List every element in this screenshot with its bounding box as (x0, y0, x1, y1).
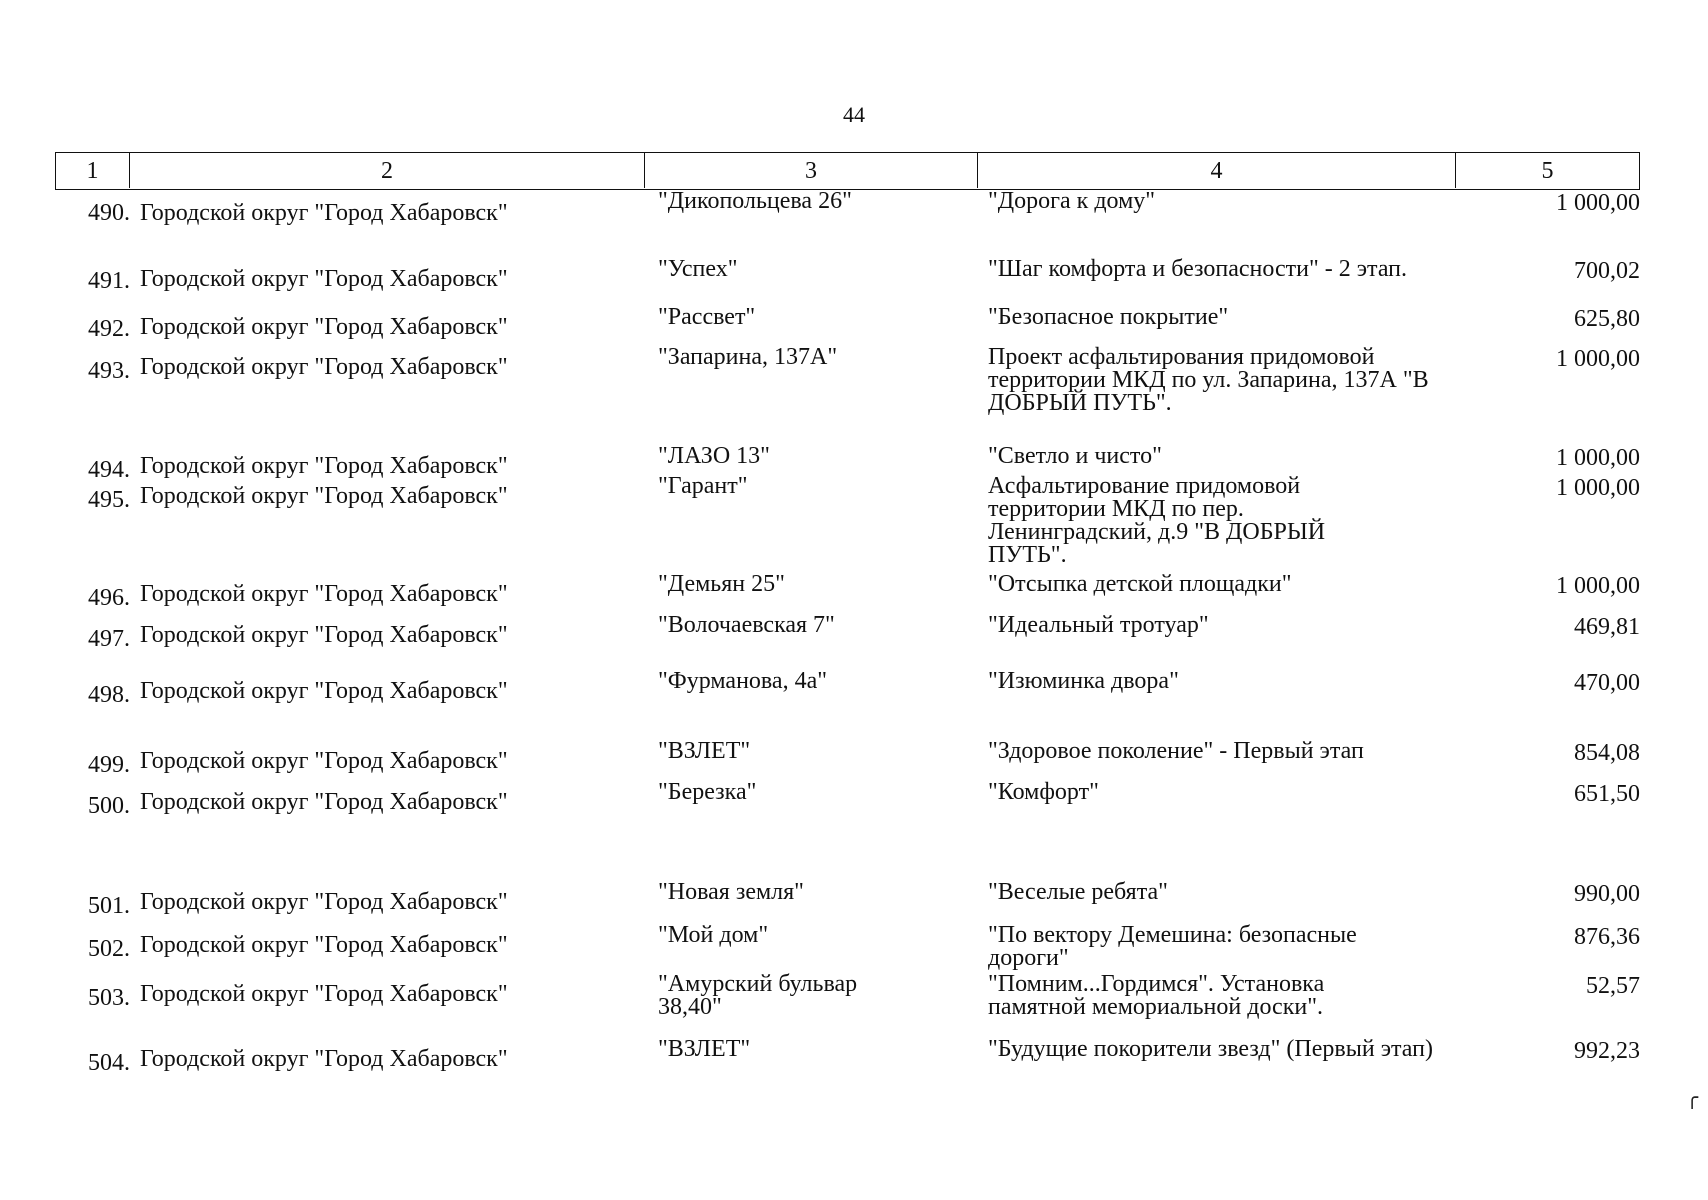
municipality: Городской округ "Город Хабаровск" (140, 1046, 508, 1072)
municipality: Городской округ "Город Хабаровск" (140, 200, 508, 226)
municipality: Городской округ "Город Хабаровск" (140, 789, 508, 815)
row-number: 504. (88, 1050, 130, 1076)
project-name: "По вектору Демешина: безопасные дороги" (988, 922, 1357, 971)
project-name: "Здоровое поколение" - Первый этап (988, 738, 1364, 764)
amount: 1 000,00 (1556, 346, 1640, 372)
municipality: Городской округ "Город Хабаровск" (140, 314, 508, 340)
row-number: 499. (88, 752, 130, 778)
header-col-5: 5 (1541, 158, 1554, 184)
project-name: "Помним...Гордимся". Установка памятной мемориальной доски". (988, 971, 1325, 1020)
project-name: "Безопасное покрытие" (988, 304, 1229, 330)
amount: 651,50 (1574, 781, 1640, 807)
header-col-4: 4 (978, 153, 1456, 188)
municipality: Городской округ "Город Хабаровск" (140, 678, 508, 704)
municipality: Городской округ "Город Хабаровск" (140, 981, 508, 1007)
project-name: "Светло и чисто" (988, 443, 1162, 469)
municipality: Городской округ "Город Хабаровск" (140, 354, 508, 380)
header-col-1: 1 (56, 153, 130, 188)
municipality: Городской округ "Город Хабаровск" (140, 932, 508, 958)
row-number: 492. (88, 316, 130, 342)
tos-name: "ВЗЛЕТ" (658, 1036, 751, 1062)
tos-name: "Амурский бульвар 38,40" (658, 971, 858, 1020)
amount: 992,23 (1574, 1038, 1640, 1064)
tos-name: "Волочаевская 7" (658, 612, 835, 638)
table-header (55, 152, 1640, 190)
row-number: 501. (88, 893, 130, 919)
amount: 1 000,00 (1556, 573, 1640, 599)
row-number: 503. (88, 985, 130, 1011)
tos-name: "ЛАЗО 13" (658, 443, 770, 469)
tos-name: "Успех" (658, 256, 738, 282)
tos-name: "Гарант" (658, 473, 748, 499)
row-number: 500. (88, 793, 130, 819)
row-number: 498. (88, 682, 130, 708)
project-name: "Веселые ребята" (988, 879, 1168, 905)
row-number: 491. (88, 268, 130, 294)
tos-name: "Демьян 25" (658, 571, 785, 597)
municipality: Городской округ "Город Хабаровск" (140, 266, 508, 292)
amount: 876,36 (1574, 924, 1640, 950)
amount: 469,81 (1574, 614, 1640, 640)
project-name: "Идеальный тротуар" (988, 612, 1209, 638)
row-number: 497. (88, 626, 130, 652)
project-name: "Будущие покорители звезд" (Первый этап) (988, 1036, 1433, 1062)
row-number: 496. (88, 585, 130, 611)
tos-name: "Березка" (658, 779, 757, 805)
municipality: Городской округ "Город Хабаровск" (140, 483, 508, 509)
row-number: 502. (88, 936, 130, 962)
page-number: 44 (843, 102, 865, 127)
project-name: Проект асфальтирования придомовой территории МКД по ул. Запарина, 137А "В ДОБРЫЙ ПУТЬ". (988, 344, 1429, 416)
tos-name: "ВЗЛЕТ" (658, 738, 751, 764)
amount: 470,00 (1574, 670, 1640, 696)
row-number: 490. (88, 200, 130, 226)
municipality: Городской округ "Город Хабаровск" (140, 889, 508, 915)
project-name: "Изюминка двора" (988, 668, 1179, 694)
corner-scan-mark: ╭ (1685, 1087, 1698, 1109)
row-number: 493. (88, 358, 130, 384)
tos-name: "Дикопольцева 26" (658, 188, 852, 214)
project-name: "Отсыпка детской площадки" (988, 571, 1292, 597)
header-col-2: 2 (130, 153, 645, 188)
row-number: 495. (88, 487, 130, 513)
amount: 990,00 (1574, 881, 1640, 907)
amount: 700,02 (1574, 258, 1640, 284)
tos-name: "Мой дом" (658, 922, 769, 948)
tos-name: "Запарина, 137А" (658, 344, 838, 370)
amount: 52,57 (1586, 973, 1640, 999)
row-number: 494. (88, 457, 130, 483)
amount: 1 000,00 (1556, 445, 1640, 471)
tos-name: "Фурманова, 4а" (658, 668, 828, 694)
project-name: "Шаг комфорта и безопасности" - 2 этап. (988, 256, 1407, 282)
tos-name: "Рассвет" (658, 304, 756, 330)
amount: 854,08 (1574, 740, 1640, 766)
project-name: "Комфорт" (988, 779, 1099, 805)
municipality: Городской округ "Город Хабаровск" (140, 581, 508, 607)
municipality: Городской округ "Город Хабаровск" (140, 453, 508, 479)
amount: 625,80 (1574, 306, 1640, 332)
header-col-3: 3 (645, 153, 978, 188)
tos-name: "Новая земля" (658, 879, 804, 905)
project-name: Асфальтирование придомовой территории МКД по пер. Ленинградский, д.9 "В ДОБРЫЙ ПУТЬ". (988, 473, 1326, 568)
amount: 1 000,00 (1556, 475, 1640, 501)
municipality: Городской округ "Город Хабаровск" (140, 622, 508, 648)
municipality: Городской округ "Город Хабаровск" (140, 748, 508, 774)
project-name: "Дорога к дому" (988, 188, 1156, 214)
amount: 1 000,00 (1556, 190, 1640, 216)
